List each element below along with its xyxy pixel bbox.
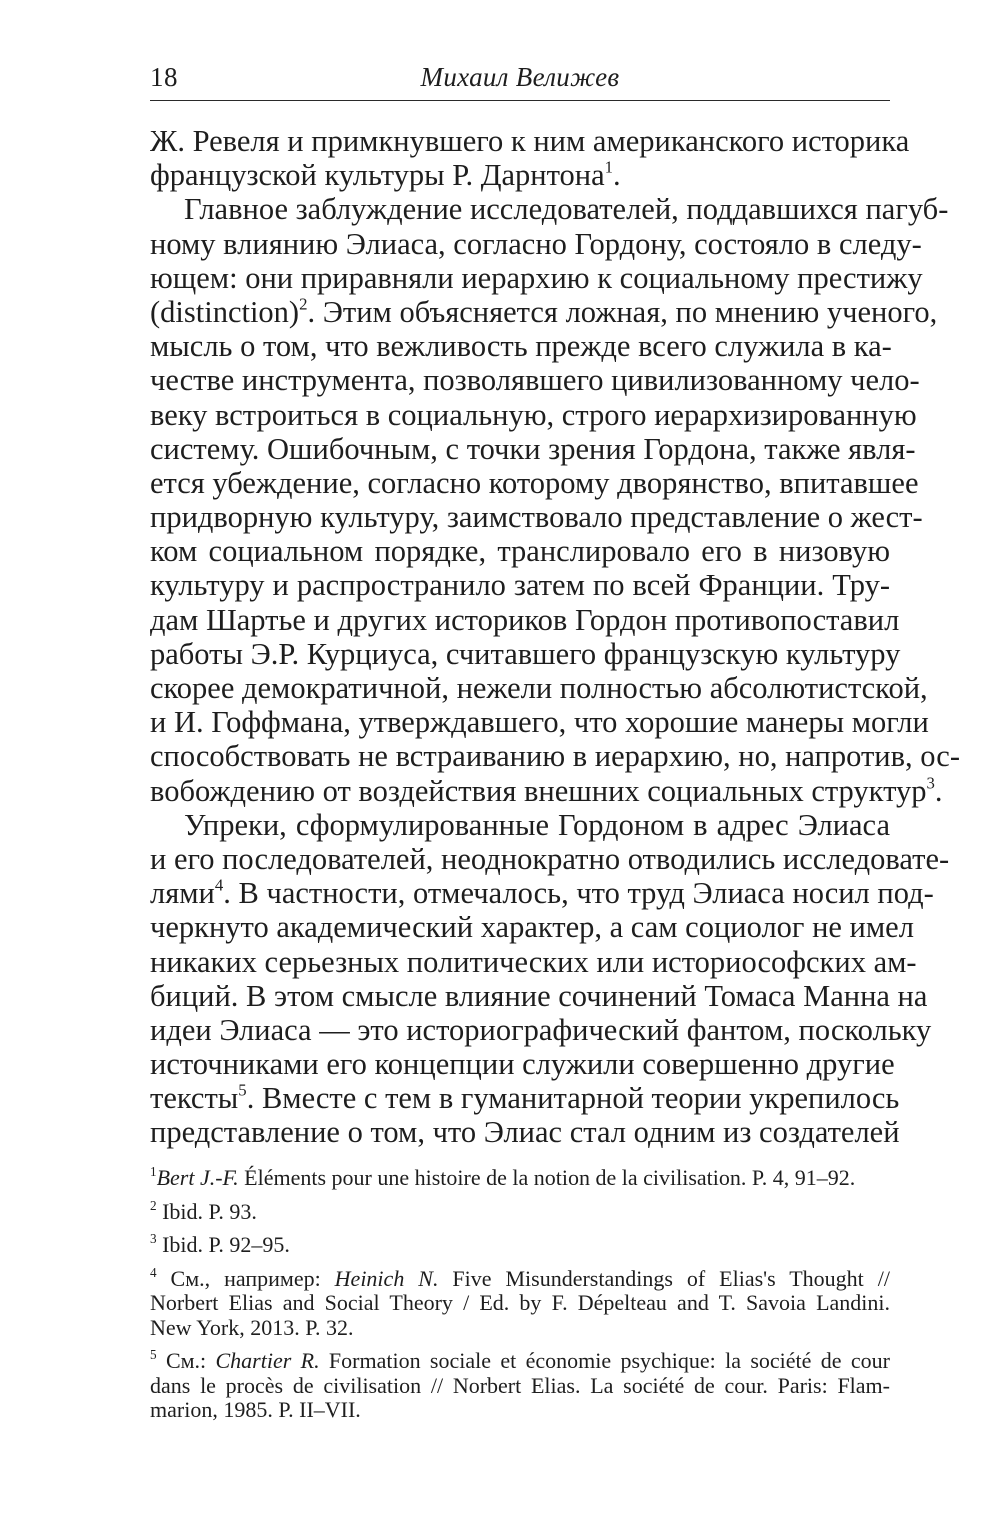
text-line: тексты$^5$. Вместе с тем в гуманитарной теории укрепилось — [150, 1080, 900, 1116]
main-text — [150, 124, 960, 1150]
text-line: работы Э.Р. Курциуса, считавшего французскую культуру — [150, 636, 901, 671]
footnote-4: $^4$ См., например: Heinich N. Five Misunderstandings of Elias's Thought // Norbert Elias and Social Theory / Ed. by F. Dépelteau and T. Savoia Landini. New York, 2013. P. 32. — [150, 1264, 890, 1340]
text-line: честве инструмента, позволявшего цивилизованному чело- — [150, 363, 920, 398]
text-line: дам Шартье и других историков Гордон противопоставил — [150, 602, 900, 637]
footnote-number: 5 — [150, 1346, 157, 1362]
footnote-1: $^1$Bert J.-F. Éléments pour une histoire de la notion de la civilisation. P. 4, 91–92. — [150, 1163, 856, 1190]
text-line: черкнуто академический характер, а сам социолог не имел — [150, 910, 914, 945]
text-line: систему. Ошибочным, с точки зрения Гордона, также явля- — [150, 431, 916, 466]
footnote-ref: 5 — [238, 1080, 247, 1100]
text-line: культуру и распространило затем по всей Франции. Тру- — [150, 568, 890, 603]
text-line: лями$^4$. В частности, отмечалось, что труд Элиаса носил под- — [150, 875, 934, 911]
text-line: и И. Гоффмана, утверждавшего, что хорошие манеры могли — [150, 705, 929, 740]
text-line: (distinction)$^2$. Этим объясняется ложная, по мнению ученого, — [150, 294, 938, 329]
text-line: Упреки, сформулированные Гордоном в адрес Элиаса — [184, 807, 890, 842]
text-line: ется убеждение, согласно которому дворянство, впитавшее — [150, 465, 919, 500]
footnote-number: 2 — [150, 1197, 157, 1213]
footnote-author: Chartier R. — [215, 1348, 320, 1373]
book-page — [150, 0, 960, 1514]
text-line: веку встроиться в социальную, строго иерархизированную — [150, 397, 917, 432]
footnote-author: Heinich N. — [334, 1265, 439, 1291]
running-title: Михаил Велижев — [420, 62, 620, 92]
page-number: 18 — [150, 62, 178, 92]
text-line: придворную культуру, заимствовало представление о жест- — [150, 500, 923, 535]
text-line: ющем: они приравняли иерархию к социальному престижу — [150, 260, 923, 295]
text-line: скорее демократичной, нежели полностью абсолютистской, — [150, 671, 928, 705]
footnote-number: 4 — [150, 1264, 157, 1280]
footnote-2: $^2$ Ibid. P. 93. — [150, 1197, 257, 1224]
footnote-author: Bert J.-F. — [156, 1165, 239, 1190]
text-line: Ж. Ревеля и примкнувшего к ним американского историка — [150, 124, 910, 158]
text-line: источниками его концепции служили совершенно другие — [150, 1047, 895, 1082]
text-line: представление о том, что Элиас стал одним из создателей — [150, 1115, 900, 1150]
text-line: вобождению от воздействия внешних социальных структур$^3$. — [150, 772, 943, 808]
footnote-number: 3 — [150, 1230, 157, 1246]
text-line: и его последователей, неоднократно отводились исследовате- — [150, 841, 950, 876]
footnote-ref: 2 — [299, 294, 308, 314]
text-line: французской культуры Р. Дарнтона$^1$. — [150, 157, 621, 193]
text-line: идеи Элиаса — это историографический фантом, поскольку — [150, 1012, 932, 1047]
text-line: ком социальном порядке, транслировало его в низовую — [150, 534, 890, 569]
footnote-3: $^3$ Ibid. P. 92–95. — [150, 1230, 290, 1257]
footnote-number: 1 — [150, 1163, 157, 1179]
text-line: мысль о том, что вежливость прежде всего служила в ка- — [150, 329, 892, 364]
footnote-ref: 3 — [926, 772, 935, 792]
text-line: Главное заблуждение исследователей, поддавшихся пагуб- — [184, 192, 949, 227]
footnote-ref: 4 — [214, 875, 224, 895]
text-line: ному влиянию Элиаса, согласно Гордону, состояло в следу- — [150, 226, 922, 261]
footnote-5: $^5$ См.: Chartier R. Formation sociale et économie psychique: la société de cour dans le procès de civilisation // Norbert Elias. La société de cour. Paris: Flam- marion, 1985. P. II–VII. — [150, 1346, 890, 1422]
footnotes — [150, 1163, 890, 1432]
running-head — [150, 60, 890, 101]
text-line: биций. В этом смысле влияние сочинений Томаса Манна на — [150, 978, 928, 1013]
text-line: никаких серьезных политических или историософских ам- — [150, 944, 917, 979]
text-line: способствовать не встраиванию в иерархию, но, напротив, ос- — [150, 739, 960, 774]
footnote-ref: 1 — [604, 157, 614, 177]
